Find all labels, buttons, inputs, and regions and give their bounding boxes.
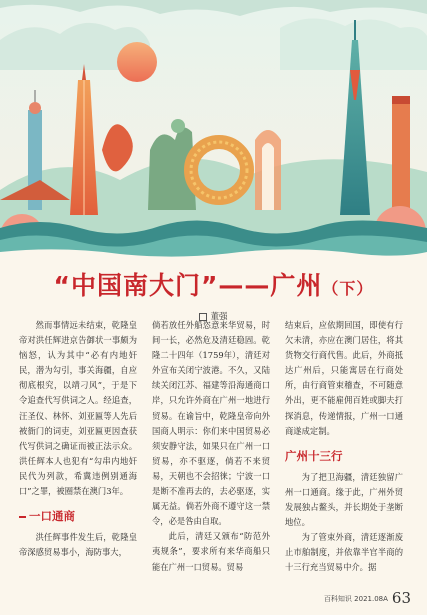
- section-title: 一口通商: [29, 509, 75, 524]
- paragraph: 结束后，应依期回国，即使有行欠未清，亦应在澳门居住，将其货物交行商代售。此后，外商抵达广州后，只能寓居在行商处所，由行商管束稽查，不可随意外出，更不能雇佣百姓或脚夫打探消息，传递情报，广州一口通商遂成定制。: [285, 320, 403, 436]
- text-column-1: [19, 318, 137, 560]
- article-header: [0, 262, 427, 322]
- section-heading: [19, 509, 137, 524]
- sun-shape: [117, 42, 157, 82]
- paragraph: 然而事情远未结束，乾隆皇帝对洪任辉进京告御状一事颇为恼怒，认为其中“必有内地奸民，潜为勾引，事关海疆，自应彻底根究，以靖刁风”，于是下令追查代写供词之人。经追查，汪圣仪、林怀、刘亚匾等人先后被衙门的词吏，刘亚匾更因查获代写供词之确证而被正法示众。洪任辉本人也犯有“勾串内地奸民代为列款，希冀违例别通海口”之罪，被圈禁在澳门3年。: [19, 320, 137, 497]
- text-column-2: [152, 318, 270, 575]
- page-footer: [324, 589, 411, 607]
- guangzhou-skyline-illustration: [0, 0, 427, 262]
- article-title-suffix: （下）: [322, 279, 374, 298]
- hero-illustration: [0, 0, 427, 262]
- article-title: [0, 266, 427, 302]
- paragraph: 此后，清廷又颁布“防范外夷规条”，要求所有来华商船只能在广州一口贸易。贸易: [152, 531, 270, 572]
- author-name: 董强: [210, 312, 228, 322]
- article-title-main: “中国南大门”——广州: [53, 271, 323, 300]
- magazine-issue: 百科知识 2021.08A: [323, 595, 388, 603]
- section-heading: [285, 449, 403, 464]
- paragraph: 为了管束外商，清廷逐渐废止市舶制度，并依靠半官半商的十三行充当贸易中介。据: [285, 532, 403, 573]
- paragraph: 倘若放任外船恣意来华贸易，时间一长，必然危及清廷稳固。乾隆二十四年（1759年），清廷对外宣布关闭宁波港。不久，又陆续关闭江苏、福建等沿海通商口岸，只允许外商在广州一地进行贸易。在谕旨中，乾隆皇帝向外国商人明示：你们来中国贸易必须安静守法，如果只在广州一口贸易，亦不驱逐，倘若不来贸易，天朝也不会招徕；宁波一口是断不准再去的，去必驱逐，实属无益。倘若外商不遵守这一禁令，必是咎由自取。: [152, 320, 270, 527]
- page-number: 63: [391, 589, 411, 607]
- paragraph: 为了把卫海疆，清廷独留广州一口通商。缘于此，广州外贸发展独占鳌头，并长期处于垄断地位。: [285, 471, 403, 528]
- text-column-3: [285, 318, 403, 576]
- section-dash-icon: [19, 516, 26, 518]
- paragraph: 洪任辉事件发生后，乾隆皇帝深感贸易事小，海防事大，: [19, 532, 137, 558]
- section-title: 广州十三行: [285, 448, 343, 463]
